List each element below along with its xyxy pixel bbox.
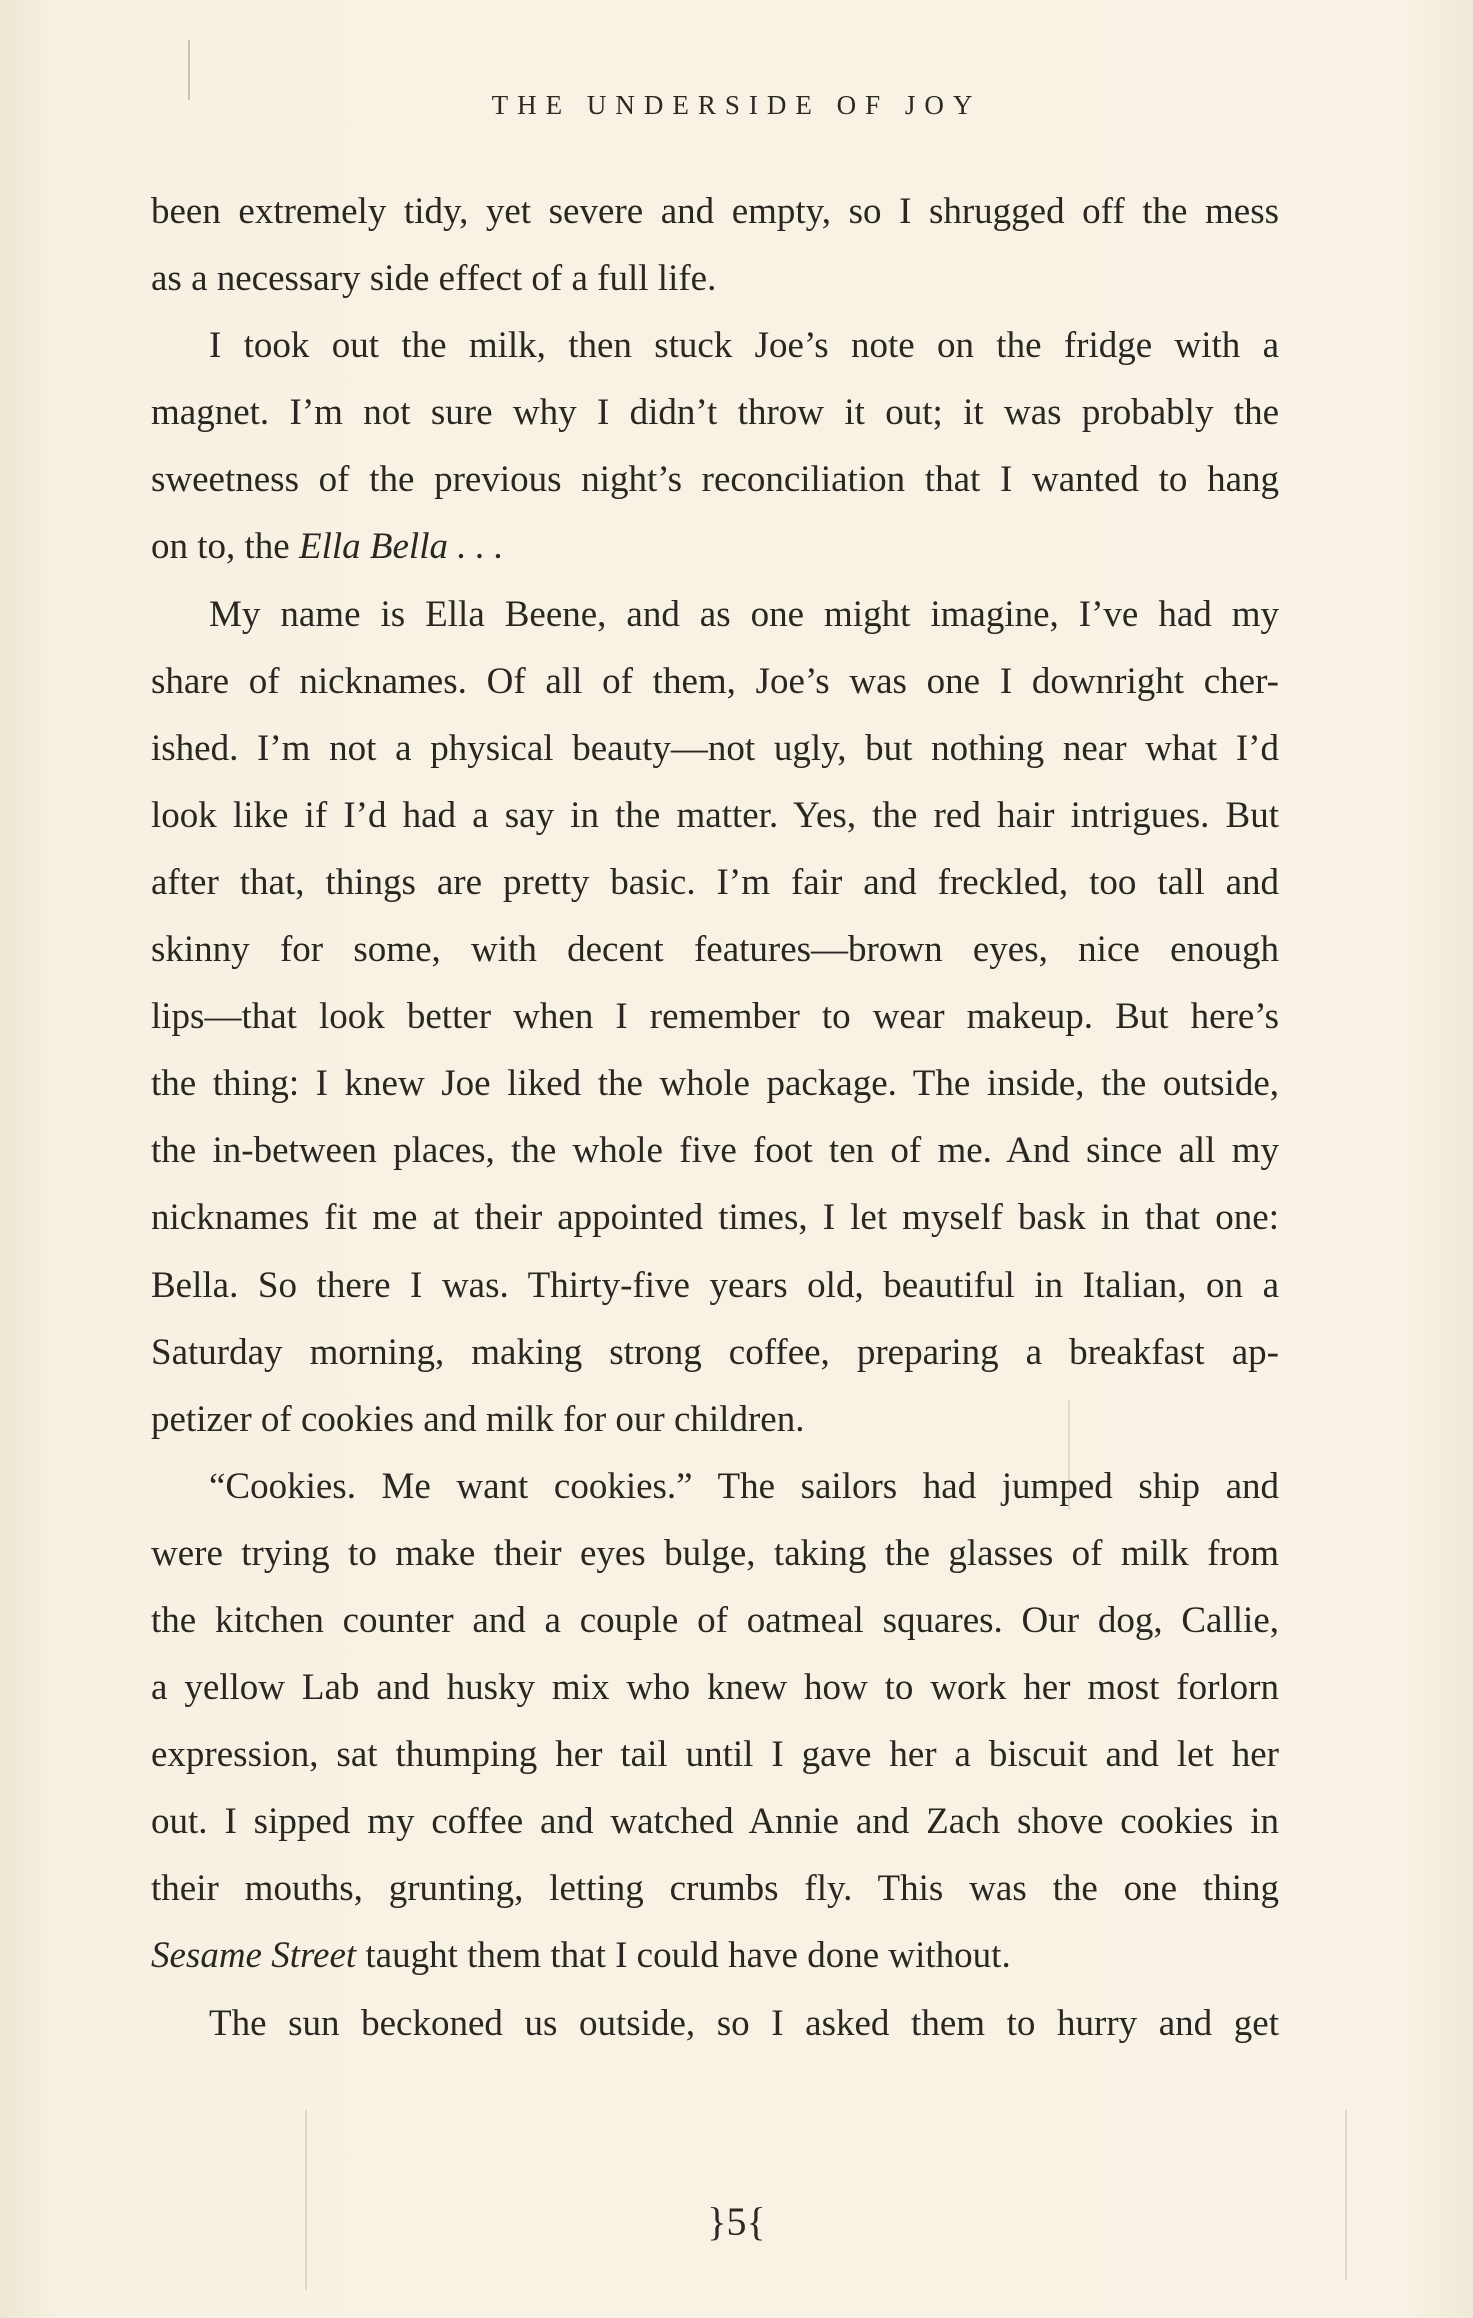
text-line (151, 312, 1279, 379)
text-line (151, 178, 1279, 245)
italic-text: Sesame Street (151, 1935, 357, 1977)
text-line (151, 1050, 1279, 1117)
text-line (151, 1721, 1279, 1788)
line-text: petizer of cookies and milk for our children. (151, 1398, 805, 1440)
line-text: magnet. I’m not sure why I didn’t throw it out; it was probably the (151, 392, 1279, 434)
line-text: My name is Ella Beene, and as one might imagine, I’ve had my (209, 593, 1279, 635)
text-line (151, 1520, 1279, 1587)
line-text: sweetness of the previous night’s reconciliation that I wanted to hang (151, 459, 1279, 501)
line-text: as a necessary side effect of a full life. (151, 258, 717, 300)
line-text: nicknames fit me at their appointed times, I let myself bask in that one: (151, 1197, 1279, 1239)
text-line (151, 513, 1279, 580)
text-line (151, 715, 1279, 782)
line-text: been extremely tidy, yet severe and empty, so I shrugged off the mess (151, 191, 1279, 232)
line-text: look like if I’d had a say in the matter. Yes, the red hair intrigues. But (151, 794, 1279, 836)
line-text: the in-between places, the whole five foot ten of me. And since all my (151, 1130, 1279, 1172)
text-line (151, 1788, 1279, 1855)
italic-text: Ella Bella . . . (298, 526, 504, 568)
line-text: out. I sipped my coffee and watched Annie and Zach shove cookies in (151, 1801, 1279, 1843)
text-line (151, 1654, 1279, 1721)
text-line (151, 983, 1279, 1050)
line-text: taught them that I could have done without. (356, 1935, 1011, 1977)
text-line (151, 1117, 1279, 1184)
page-number: }5{ (707, 2199, 766, 2244)
line-text: expression, sat thumping her tail until I gave her a biscuit and let her (151, 1734, 1279, 1776)
text-line (151, 916, 1279, 983)
line-text: their mouths, grunting, letting crumbs fly. This was the one thing (151, 1868, 1279, 1910)
text-line (151, 1453, 1279, 1520)
text-line (151, 581, 1279, 648)
line-text: The sun beckoned us outside, so I asked them to hurry and get (209, 2002, 1279, 2044)
scan-mark (305, 2110, 307, 2290)
line-text: lips—that look better when I remember to wear makeup. But here’s (151, 996, 1279, 1038)
line-text: after that, things are pretty basic. I’m fair and freckled, too tall and (151, 861, 1279, 903)
text-line (151, 782, 1279, 849)
text-line (151, 446, 1279, 513)
text-line (151, 1855, 1279, 1922)
line-text: the kitchen counter and a couple of oatmeal squares. Our dog, Callie, (151, 1599, 1279, 1641)
line-text: “Cookies. Me want cookies.” The sailors had jumped ship and (209, 1465, 1279, 1507)
line-text: a yellow Lab and husky mix who knew how to work her most forlorn (151, 1667, 1279, 1709)
line-text: ished. I’m not a physical beauty—not ugly, but nothing near what I’d (151, 727, 1279, 769)
running-head: THE UNDERSIDE OF JOY (491, 90, 982, 120)
text-line (151, 379, 1279, 446)
scan-mark (188, 40, 190, 100)
body-text (151, 178, 1279, 2057)
line-text: skinny for some, with decent features—brown eyes, nice enough (151, 929, 1279, 971)
line-text: the thing: I knew Joe liked the whole package. The inside, the outside, (151, 1063, 1279, 1105)
text-line (151, 1587, 1279, 1654)
text-line (151, 1184, 1279, 1251)
text-line (151, 648, 1279, 715)
line-text: Bella. So there I was. Thirty-five years old, beautiful in Italian, on a (151, 1264, 1279, 1306)
line-text: on to, the (151, 526, 299, 568)
text-line (151, 1922, 1279, 1989)
text-line (151, 1252, 1279, 1319)
scan-mark (1345, 2110, 1347, 2280)
line-text: share of nicknames. Of all of them, Joe’s was one I downright cher- (151, 660, 1279, 702)
text-line (151, 849, 1279, 916)
text-line (151, 1990, 1279, 2057)
text-line (151, 1386, 1279, 1453)
text-line (151, 245, 1279, 312)
line-text: I took out the milk, then stuck Joe’s note on the fridge with a (209, 325, 1279, 367)
text-line (151, 1319, 1279, 1386)
scan-mark (1068, 1400, 1070, 1510)
line-text: were trying to make their eyes bulge, taking the glasses of milk from (151, 1532, 1279, 1574)
line-text: Saturday morning, making strong coffee, preparing a breakfast ap- (151, 1331, 1279, 1373)
